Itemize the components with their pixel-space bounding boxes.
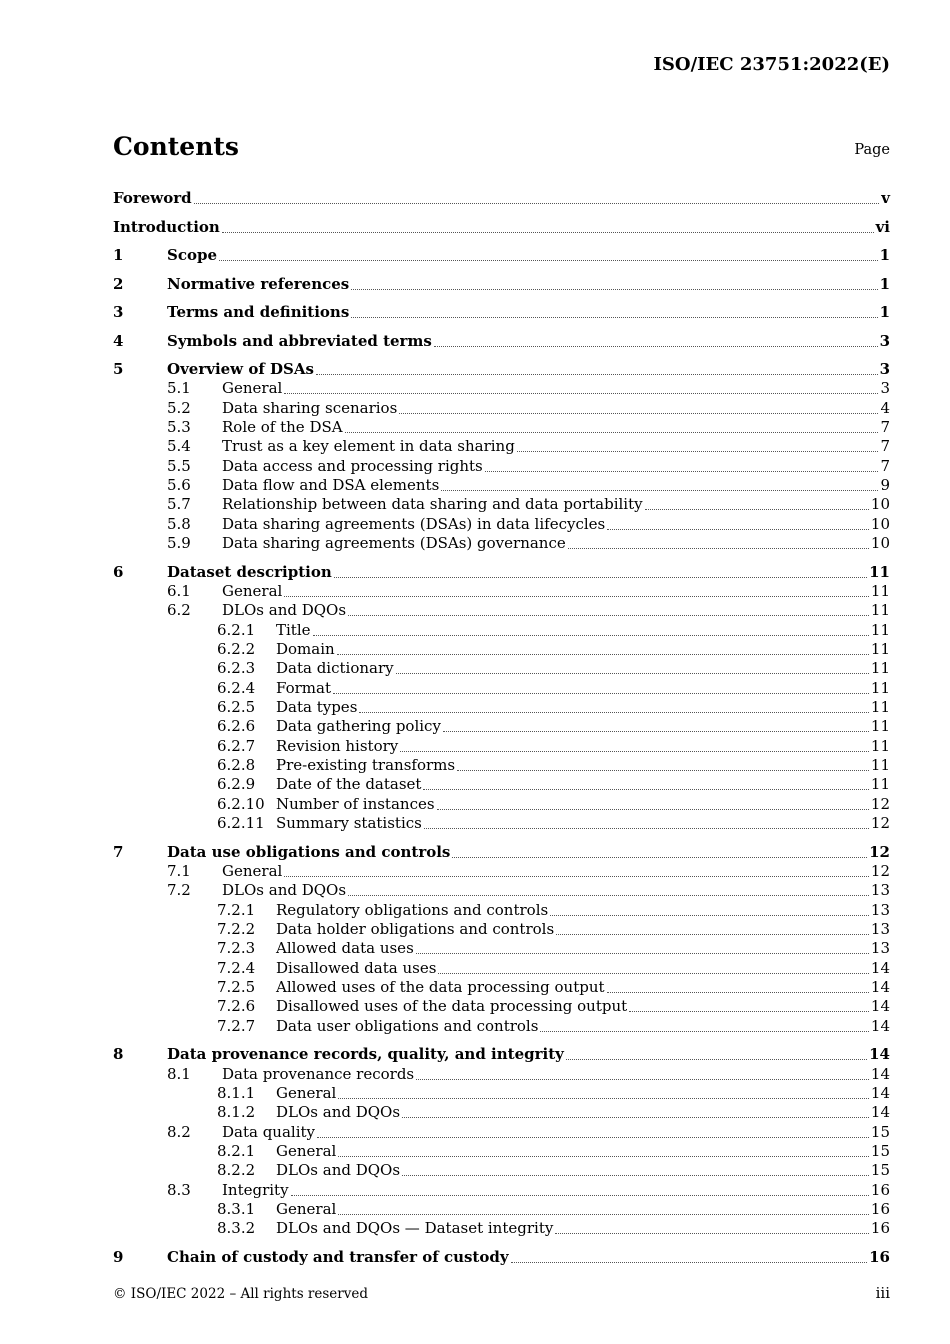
dot-leader [291,1195,869,1196]
toc-entry-number: 5.4 [167,437,191,456]
toc-entry-page: v [881,189,890,207]
toc-entry-title: Chain of custody and transfer of custody [167,1247,509,1266]
dot-leader [550,915,869,916]
toc-entry-title: Data types [276,698,358,716]
dot-leader [457,770,869,771]
toc-entry-title: Disallowed data uses [276,958,437,977]
toc-entry[interactable] [113,418,890,437]
dot-leader [452,857,867,858]
dot-leader [194,203,880,204]
toc-entry-title: Data sharing agreements (DSAs) in data lifecycles [222,514,606,533]
toc-entry-title: Foreword [113,189,192,207]
toc-entry[interactable] [113,814,890,833]
dot-leader [416,1079,869,1080]
toc-entry-title: Regulatory obligations and controls [276,900,549,919]
toc-entry-number: 7 [113,842,124,861]
toc-entry-page: 11 [870,736,890,755]
toc-entry-number: 2 [113,274,124,293]
toc-entry-number: 6.2.2 [217,639,256,658]
toc-entry-title: DLOs and DQOs — Dataset integrity [276,1219,554,1238]
toc-entry[interactable] [113,237,890,266]
toc-entry-page: 11 [870,775,890,794]
toc-entry[interactable] [113,351,890,380]
toc-entry-number: 8 [113,1045,124,1064]
toc-entry[interactable] [113,553,890,582]
contents-heading: Contents [113,132,240,161]
toc-entry[interactable] [113,534,890,553]
toc-entry-title: Data quality [222,1122,316,1141]
toc-entry-page: 12 [870,814,890,833]
toc-entry-page: 4 [880,398,890,417]
toc-entry[interactable] [113,1103,890,1122]
dot-leader [441,490,878,491]
toc-entry-number: 6 [113,562,124,581]
toc-entry-page: 1 [879,246,890,264]
toc-entry-number: 7.2.2 [217,919,256,938]
toc-entry-number: 7.1 [167,861,191,880]
toc-entry[interactable] [113,1180,890,1199]
toc-entry-page: 11 [870,639,890,658]
toc-entry-title: General [222,379,283,398]
toc-entry-number: 6.2.5 [217,698,256,716]
toc-entry-page: 13 [870,939,890,958]
toc-entry[interactable] [113,620,890,639]
dot-leader [540,1031,868,1032]
toc-entry[interactable] [113,717,890,736]
dot-leader [517,451,879,452]
table-of-contents [113,184,890,1267]
toc-entry-number: 5.5 [167,456,191,475]
toc-entry[interactable] [113,379,890,398]
dot-leader [338,1214,869,1215]
toc-entry-title: Data user obligations and controls [276,1016,539,1035]
toc-entry-page: 14 [870,1016,890,1035]
toc-entry[interactable] [113,184,890,208]
toc-entry-number: 5.6 [167,476,191,495]
toc-entry-page: 14 [870,1083,890,1102]
toc-entry-number: 5.2 [167,398,191,417]
toc-entry-page: 1 [879,303,890,321]
toc-entry[interactable] [113,265,890,294]
dot-leader [399,413,878,414]
toc-entry-number: 5.7 [167,495,191,514]
toc-entry-title: Data sharing scenarios [222,398,398,417]
toc-entry-title: Data dictionary [276,659,394,678]
dot-leader [424,828,869,829]
toc-entry-page: 11 [870,581,890,600]
dot-leader [351,289,877,290]
toc-entry-page: 7 [880,418,890,437]
toc-entry-title: DLOs and DQOs [222,601,347,620]
toc-entry-page: 14 [870,997,890,1016]
toc-entry-title: Summary statistics [276,814,422,833]
toc-entry[interactable] [113,208,890,237]
toc-entry-number: 8.3 [167,1180,191,1199]
toc-entry-page: 12 [870,794,890,813]
dot-leader [284,876,869,877]
toc-entry-number: 4 [113,331,124,350]
toc-entry-number: 6.2.11 [217,814,265,833]
toc-entry-page: 15 [870,1161,890,1180]
toc-entry-number: 6.2.3 [217,659,256,678]
toc-entry-page: 11 [870,717,890,736]
toc-entry[interactable] [113,294,890,323]
toc-entry-title: Disallowed uses of the data processing output [276,997,628,1016]
toc-entry-number: 9 [113,1247,124,1266]
dot-leader [423,789,868,790]
dot-leader [345,432,879,433]
toc-entry-title: Title [276,620,311,639]
toc-entry-title: Normative references [167,274,350,293]
dot-leader [348,895,869,896]
toc-entry[interactable] [113,456,890,475]
toc-entry-title: Pre-existing transforms [276,756,456,775]
toc-entry[interactable] [113,1064,890,1083]
dot-leader [568,548,869,549]
toc-entry-title: Data gathering policy [276,717,441,736]
page-column-label: Page [854,142,890,158]
dot-leader [337,654,869,655]
toc-entry-number: 6.2.8 [217,756,256,775]
dot-leader [645,509,869,510]
toc-entry-title: Domain [276,639,335,658]
toc-entry[interactable] [113,678,890,697]
toc-entry[interactable] [113,978,890,997]
toc-entry-number: 1 [113,246,124,264]
dot-leader [284,596,869,597]
toc-entry-title: Allowed data uses [276,939,414,958]
toc-entry[interactable] [113,862,890,881]
toc-entry-page: 13 [870,919,890,938]
toc-entry-page: 7 [880,437,890,456]
toc-entry-page: 7 [880,456,890,475]
toc-entry[interactable] [113,1122,890,1141]
dot-leader [333,693,869,694]
toc-entry[interactable] [113,756,890,775]
toc-entry-page: 3 [879,331,890,350]
toc-entry-number: 5.3 [167,418,191,437]
toc-entry-page: 11 [870,620,890,639]
toc-entry[interactable] [113,900,890,919]
toc-entry-number: 8.3.2 [217,1219,256,1238]
toc-entry[interactable] [113,1142,890,1161]
toc-entry-title: Dataset description [167,562,332,581]
toc-entry[interactable] [113,322,890,351]
toc-entry-number: 5.8 [167,514,191,533]
toc-entry-title: Allowed uses of the data processing output [276,977,605,996]
toc-entry-title: General [222,581,283,600]
toc-entry-number: 6.2 [167,601,191,620]
toc-entry-page: vi [875,217,890,236]
toc-entry-page: 11 [870,659,890,678]
toc-entry[interactable] [113,1219,890,1238]
toc-entry-page: 14 [870,1064,890,1083]
toc-entry[interactable] [113,698,890,717]
toc-entry-title: Data use obligations and controls [167,842,451,861]
dot-leader [629,1011,869,1012]
toc-entry-number: 6.2.10 [217,794,265,813]
dot-leader [219,260,878,261]
toc-entry-number: 8.1.2 [217,1103,256,1122]
dot-leader [434,346,878,347]
toc-entry-page: 14 [870,977,890,996]
dot-leader [416,953,869,954]
dot-leader [338,1156,869,1157]
toc-entry[interactable] [113,398,890,417]
toc-entry-title: General [222,861,283,880]
toc-entry-page: 16 [870,1219,890,1238]
toc-entry-title: Data holder obligations and controls [276,919,555,938]
toc-entry[interactable] [113,514,890,533]
toc-entry-page: 14 [870,1103,890,1122]
dot-leader [485,471,879,472]
toc-entry-page: 11 [870,601,890,620]
toc-entry[interactable] [113,920,890,939]
toc-entry-page: 3 [879,360,890,378]
toc-entry-title: DLOs and DQOs [276,1103,401,1122]
toc-entry-number: 6.1 [167,581,191,600]
toc-entry-number: 8.1 [167,1064,191,1083]
toc-entry-title: Role of the DSA [222,418,343,437]
toc-entry-title: Revision history [276,736,399,755]
toc-entry[interactable] [113,794,890,813]
toc-entry-title: DLOs and DQOs [222,881,347,900]
toc-entry-number: 7.2.6 [217,997,256,1016]
toc-entry[interactable] [113,601,890,620]
toc-entry-number: 7.2.7 [217,1016,256,1035]
toc-entry-title: Format [276,678,331,697]
toc-entry-title: DLOs and DQOs [276,1161,401,1180]
toc-entry-page: 16 [869,1247,890,1266]
toc-entry-title: General [276,1199,337,1218]
toc-entry-page: 15 [870,1141,890,1160]
toc-entry-title: Data provenance records [222,1064,415,1083]
dot-leader [566,1059,867,1060]
toc-entry-number: 7.2.5 [217,977,256,996]
toc-entry-title: General [276,1141,337,1160]
dot-leader [338,1098,869,1099]
dot-leader [317,1137,869,1138]
dot-leader [437,809,869,810]
document-id: ISO/IEC 23751:2022(E) [653,54,890,75]
toc-entry-title: Terms and definitions [167,303,350,321]
toc-entry-title: Data access and processing rights [222,456,483,475]
dot-leader [511,1262,868,1263]
toc-entry[interactable] [113,1084,890,1103]
dot-leader [396,673,869,674]
toc-entry[interactable] [113,476,890,495]
toc-entry-page: 14 [869,1045,890,1064]
dot-leader [359,712,869,713]
toc-entry[interactable] [113,659,890,678]
dot-leader [284,393,878,394]
toc-entry-page: 11 [870,756,890,775]
dot-leader [334,577,867,578]
toc-entry-title: Scope [167,246,218,264]
toc-entry-title: Overview of DSAs [167,360,314,378]
toc-entry-page: 12 [869,842,890,861]
toc-entry-title: Data provenance records, quality, and integrity [167,1045,564,1064]
toc-entry[interactable] [113,881,890,900]
dot-leader [555,1233,869,1234]
footer-copyright: © ISO/IEC 2022 – All rights reserved [113,1286,368,1302]
toc-entry-number: 8.1.1 [217,1083,256,1102]
toc-entry-title: Relationship between data sharing and data portability [222,495,643,514]
toc-entry[interactable] [113,736,890,755]
footer-page-number: iii [875,1284,890,1302]
toc-entry-title: Trust as a key element in data sharing [222,437,515,456]
toc-entry-page: 3 [880,379,890,398]
toc-entry-page: 10 [870,534,890,553]
dot-leader [351,317,877,318]
toc-entry-title: Number of instances [276,794,435,813]
toc-entry[interactable] [113,437,890,456]
dot-leader [402,1117,869,1118]
toc-entry[interactable] [113,495,890,514]
dot-leader [443,731,869,732]
dot-leader [556,934,869,935]
toc-entry-title: Symbols and abbreviated terms [167,331,432,350]
toc-entry-page: 11 [870,698,890,716]
dot-leader [222,232,874,233]
toc-entry-page: 16 [870,1180,890,1199]
toc-entry-title: Introduction [113,217,220,236]
toc-entry-page: 13 [870,881,890,900]
toc-entry-number: 3 [113,303,124,321]
toc-entry-title: Integrity [222,1180,289,1199]
dot-leader [438,973,869,974]
toc-entry-page: 14 [870,958,890,977]
toc-entry[interactable] [113,958,890,977]
toc-entry-number: 8.2.1 [217,1141,256,1160]
toc-entry-number: 5.9 [167,534,191,553]
toc-entry-number: 7.2.3 [217,939,256,958]
toc-entry-title: Data sharing agreements (DSAs) governance [222,534,566,553]
toc-entry-number: 5 [113,360,124,378]
toc-entry-number: 5.1 [167,379,191,398]
toc-entry[interactable] [113,640,890,659]
toc-entry-number: 8.2.2 [217,1161,256,1180]
toc-entry-number: 6.2.6 [217,717,256,736]
toc-entry-page: 15 [870,1122,890,1141]
toc-entry[interactable] [113,939,890,958]
toc-entry-number: 6.2.9 [217,775,256,794]
toc-entry-number: 6.2.7 [217,736,256,755]
toc-entry[interactable] [113,1036,890,1065]
toc-entry-page: 11 [869,562,890,581]
toc-entry-number: 7.2 [167,881,191,900]
dot-leader [316,374,878,375]
toc-entry[interactable] [113,1200,890,1219]
toc-entry-number: 7.2.4 [217,958,256,977]
dot-leader [607,529,869,530]
dot-leader [313,635,869,636]
dot-leader [607,992,869,993]
toc-entry-number: 7.2.1 [217,900,256,919]
toc-entry[interactable] [113,1161,890,1180]
dot-leader [402,1175,869,1176]
toc-entry-title: Date of the dataset [276,775,422,794]
toc-entry[interactable] [113,582,890,601]
toc-entry-page: 11 [870,678,890,697]
toc-entry[interactable] [113,997,890,1016]
toc-entry-number: 6.2.1 [217,620,256,639]
toc-entry-page: 12 [870,861,890,880]
toc-entry-number: 8.2 [167,1122,191,1141]
toc-entry-title: General [276,1083,337,1102]
dot-leader [400,751,869,752]
toc-entry-page: 9 [880,476,890,495]
toc-entry-number: 6.2.4 [217,678,256,697]
toc-entry-page: 1 [879,274,890,293]
toc-entry-page: 10 [870,514,890,533]
toc-entry-page: 10 [870,495,890,514]
dot-leader [348,615,869,616]
toc-entry[interactable] [113,1016,890,1035]
toc-entry[interactable] [113,775,890,794]
toc-entry-number: 8.3.1 [217,1199,256,1218]
toc-entry[interactable] [113,833,890,862]
toc-entry-page: 16 [870,1199,890,1218]
toc-entry[interactable] [113,1238,890,1267]
toc-entry-page: 13 [870,900,890,919]
toc-entry-title: Data flow and DSA elements [222,476,440,495]
